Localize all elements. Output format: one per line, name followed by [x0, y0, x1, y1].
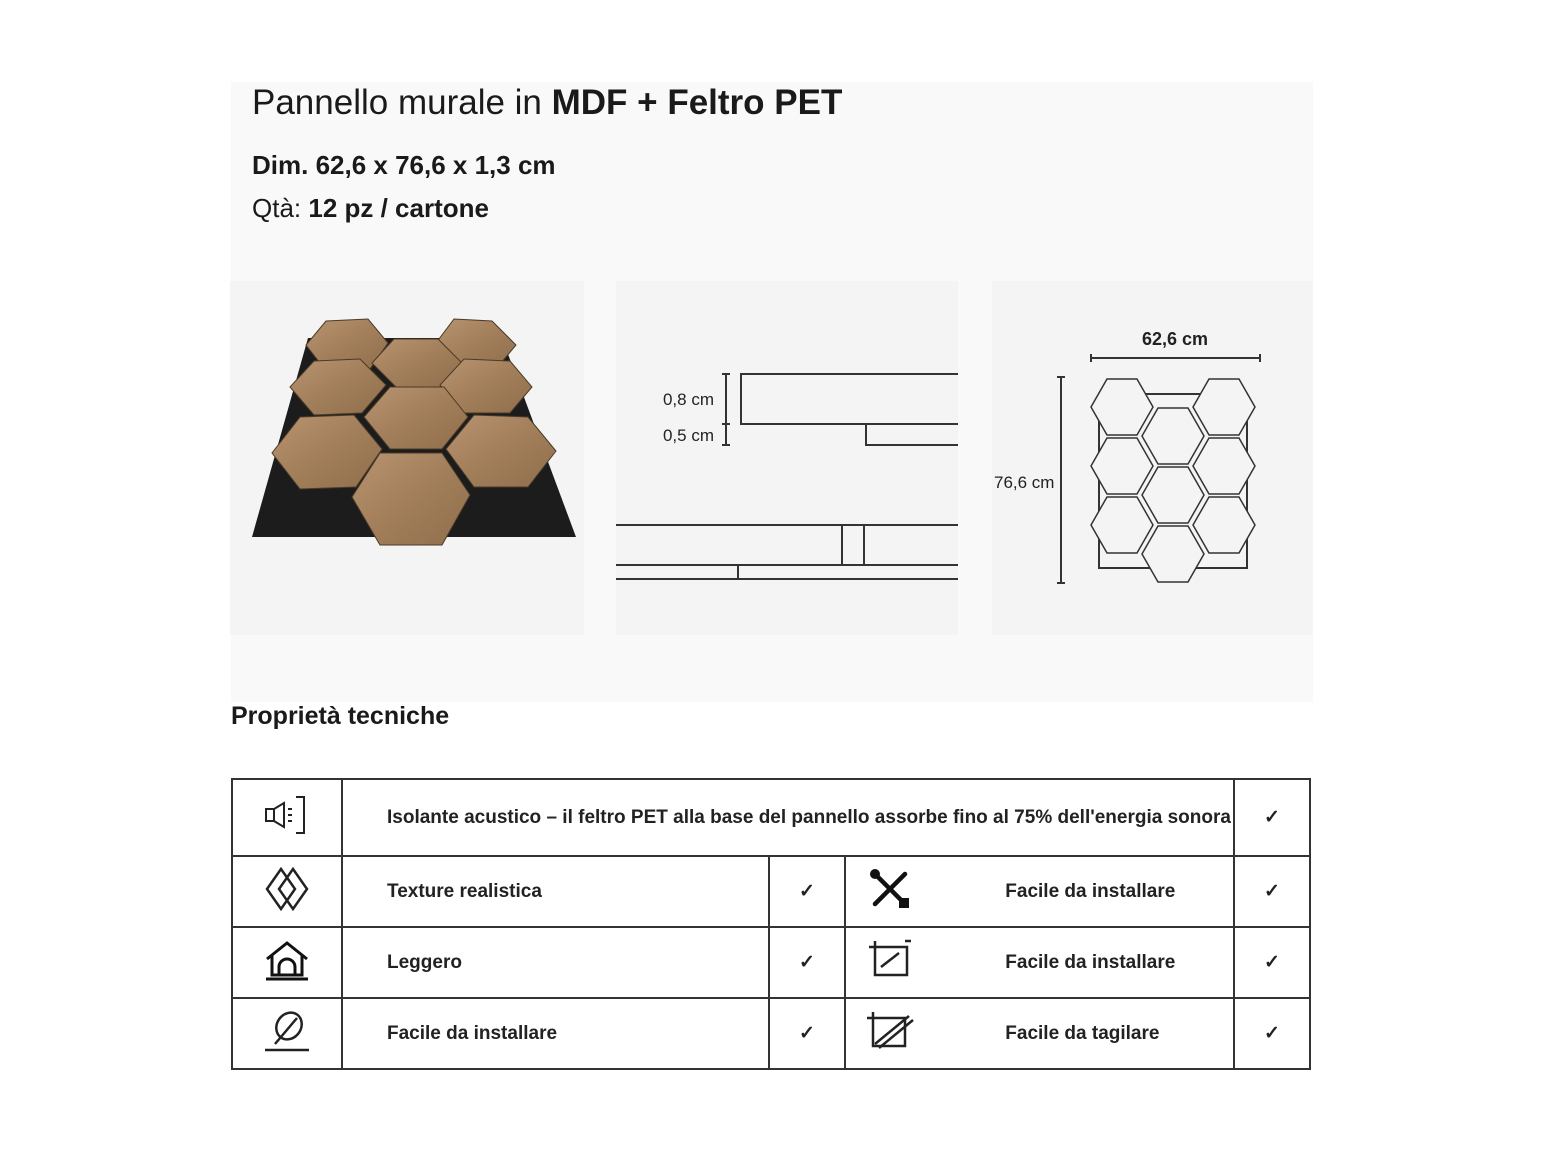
title-material: MDF + Feltro PET	[551, 83, 843, 122]
property-label: Facile da installare	[342, 998, 769, 1069]
front-drawing	[992, 281, 1313, 635]
property-text: Facile da installare	[1005, 951, 1176, 973]
property-label: Isolante acustico – il feltro PET alla base del pannello assorbe fino al 75% dell'energia sonora	[342, 779, 1234, 856]
icon-cell	[232, 779, 342, 856]
height-label: 76,6 cm	[994, 473, 1055, 492]
quantity-text	[252, 193, 489, 224]
check-icon: ✓	[769, 927, 845, 998]
width-label: 62,6 cm	[1141, 329, 1209, 349]
table-row	[232, 856, 1310, 927]
cut-frame-icon	[865, 1010, 915, 1052]
thickness-bottom-label: 0,5 cm	[662, 426, 714, 445]
table-row	[232, 927, 1310, 998]
diamond-texture-icon	[265, 867, 309, 911]
icon-cell	[232, 998, 342, 1069]
property-text: Facile da tagilare	[1005, 1022, 1160, 1044]
cut-frame-icon-wrap	[846, 1010, 934, 1058]
check-icon: ✓	[1234, 927, 1310, 998]
check-icon: ✓	[1234, 998, 1310, 1069]
speaker-icon	[264, 795, 310, 835]
properties-table	[231, 778, 1311, 1070]
hexagon-panel-illustration	[230, 281, 584, 635]
property-label-right	[845, 998, 1234, 1069]
check-icon: ✓	[1234, 856, 1310, 927]
table-row	[232, 998, 1310, 1069]
quantity-label: Qtà:	[252, 193, 309, 223]
page-title	[252, 82, 842, 124]
check-icon: ✓	[769, 856, 845, 927]
crop-frame-icon-wrap	[846, 939, 934, 987]
product-image	[230, 281, 584, 635]
icon-cell	[232, 927, 342, 998]
hex-outline	[1091, 497, 1153, 553]
table-row	[232, 779, 1310, 856]
quantity-value: 12 pz / cartone	[308, 193, 489, 223]
hex-outline	[1193, 497, 1255, 553]
check-icon: ✓	[1234, 779, 1310, 856]
hex-outline	[1142, 467, 1204, 523]
hex-outline	[1091, 438, 1153, 494]
hex-outline	[1142, 408, 1204, 464]
tools-icon-wrap	[846, 868, 934, 916]
house-icon	[264, 939, 310, 981]
profile-drawing	[616, 281, 958, 635]
dimensions-text: Dim. 62,6 x 76,6 x 1,3 cm	[252, 150, 556, 180]
hex-outline	[1193, 438, 1255, 494]
front-dimension-diagram	[992, 281, 1313, 635]
side-profile-diagram	[616, 281, 958, 635]
tools-icon	[869, 868, 911, 910]
property-label-right	[845, 856, 1234, 927]
property-label-right	[845, 927, 1234, 998]
section-title: Proprietà tecniche	[231, 702, 450, 730]
icon-cell	[232, 856, 342, 927]
hex-outline	[1193, 379, 1255, 435]
hex-outline	[1142, 526, 1204, 582]
property-text: Facile da installare	[1005, 880, 1176, 902]
hex-outline	[1091, 379, 1153, 435]
title-prefix: Pannello murale in	[252, 83, 552, 122]
property-label: Leggero	[342, 927, 769, 998]
thickness-top-label: 0,8 cm	[662, 390, 714, 409]
crop-frame-icon	[867, 939, 913, 981]
property-label: Texture realistica	[342, 856, 769, 927]
check-icon: ✓	[769, 998, 845, 1069]
feather-icon	[263, 1010, 311, 1052]
